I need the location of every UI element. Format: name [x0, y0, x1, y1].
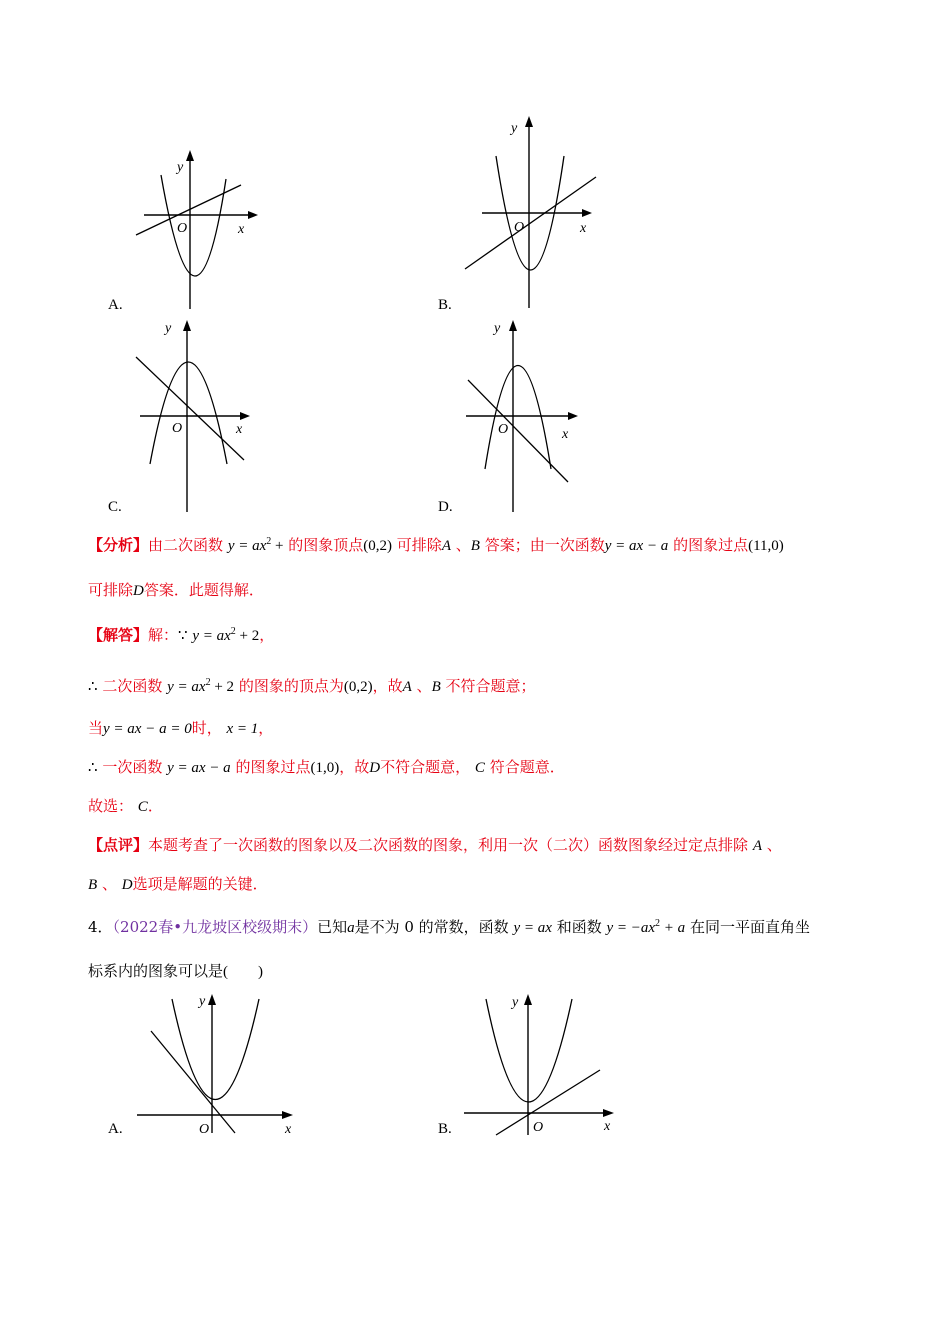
- parabola: [172, 999, 259, 1100]
- graph-b-svg: [462, 112, 602, 312]
- y-label: y: [177, 160, 184, 175]
- q4-line-1: 4．（2022春•九龙坡区校级期末）已知a是不为 0 的常数，函数 y = ax 和函数 $y = -ax^2 + a$ 在同一平面直角坐: [88, 918, 810, 936]
- q4-graph-a: [135, 985, 305, 1149]
- comment-line-1: 【点评】本题考查了一次函数的图象以及二次函数的图象，利用一次（二次）函数图象经过定点排除 A 、: [88, 836, 782, 854]
- q4-graph-b-svg: [462, 985, 632, 1145]
- answer-blank: ( ): [223, 964, 264, 980]
- q4-graph-a-svg: [135, 985, 305, 1145]
- option-a-label: A.: [108, 297, 123, 313]
- linear-line: [468, 380, 568, 482]
- origin-label: O: [533, 1120, 544, 1135]
- origin-label: O: [172, 421, 183, 436]
- solution-line-4: ∴ 一次函数 y = ax − a 的图象过点(1,0)，故D不符合题意， C 符合题意．: [88, 758, 565, 776]
- origin-label: O: [498, 422, 509, 437]
- graph-a-svg: [130, 145, 270, 315]
- x-label: x: [580, 221, 587, 236]
- parabola: [161, 175, 226, 276]
- x-axis-arrow: [248, 211, 258, 219]
- x-label: x: [238, 222, 245, 237]
- y-label: y: [199, 994, 206, 1009]
- x-axis-arrow: [582, 209, 592, 217]
- q4-option-b-label: B.: [438, 1121, 452, 1137]
- q4-number: 4．: [88, 918, 113, 936]
- x-axis-arrow: [282, 1111, 293, 1119]
- comment-tag: 【点评】: [88, 836, 149, 854]
- x-axis-arrow: [240, 412, 250, 420]
- parabola: [150, 362, 227, 464]
- x-label: x: [236, 422, 243, 437]
- solution-line-1: 【解答】解：∵ $y = ax^2 + 2$，: [88, 626, 275, 644]
- graph-a: [130, 145, 270, 319]
- parabola: [485, 366, 551, 470]
- linear-line: [465, 177, 596, 269]
- solution-choose: 故选： C．: [88, 797, 163, 815]
- analysis-line-2: 可排除D答案．此题得解．: [88, 581, 264, 599]
- solution-line-2: ∴ 二次函数 $y = ax^2 + 2$ 的图象的顶点为(0,2)，故A 、B 不符合题意；: [88, 677, 536, 695]
- parabola: [486, 999, 572, 1102]
- y-label: y: [494, 321, 501, 336]
- linear-line: [151, 1031, 235, 1133]
- x-axis-arrow: [568, 412, 578, 420]
- q4-graph-b: [462, 985, 632, 1149]
- y-axis-arrow: [524, 994, 532, 1005]
- graph-b: [462, 112, 602, 316]
- solution-line-3: 当y = ax − a = 0时， x = 1，: [88, 719, 274, 737]
- x-label: x: [562, 427, 569, 442]
- q4-line-2: 标系内的图象可以是( ): [88, 962, 264, 980]
- y-label: y: [511, 121, 518, 136]
- x-label: x: [604, 1119, 611, 1134]
- analysis-tag: 【分析】: [88, 536, 149, 554]
- origin-label: O: [177, 221, 188, 236]
- linear-line: [136, 357, 244, 460]
- y-axis-arrow: [525, 116, 533, 127]
- solution-tag: 【解答】: [88, 626, 149, 644]
- x-axis-arrow: [603, 1109, 614, 1117]
- option-d-label: D.: [438, 499, 453, 515]
- q4-source: （2022春•九龙坡区校级期末）: [112, 918, 318, 936]
- graph-c-svg: [130, 312, 270, 518]
- comment-line-2: B 、 D选项是解题的关键．: [88, 875, 268, 893]
- graph-d-svg: [462, 312, 602, 518]
- y-axis-arrow: [186, 150, 194, 161]
- option-c-label: C.: [108, 499, 122, 515]
- y-axis-arrow: [509, 320, 517, 331]
- option-b-label: B.: [438, 297, 452, 313]
- origin-label: O: [199, 1122, 210, 1137]
- linear-line: [136, 185, 241, 235]
- analysis-line-1: 【分析】由二次函数 $y = ax^2$ + 的图象顶点(0,2) 可排除A 、B 答案；由一次函数y = ax − a 的图象过点(11,0): [88, 536, 784, 554]
- graph-d: [462, 312, 602, 522]
- y-axis-arrow: [183, 320, 191, 331]
- origin-label: O: [514, 220, 525, 235]
- y-label: y: [165, 321, 172, 336]
- x-label: x: [285, 1122, 292, 1137]
- q4-option-a-label: A.: [108, 1121, 123, 1137]
- graph-c: [130, 312, 270, 522]
- y-axis-arrow: [208, 994, 216, 1005]
- y-label: y: [512, 995, 519, 1010]
